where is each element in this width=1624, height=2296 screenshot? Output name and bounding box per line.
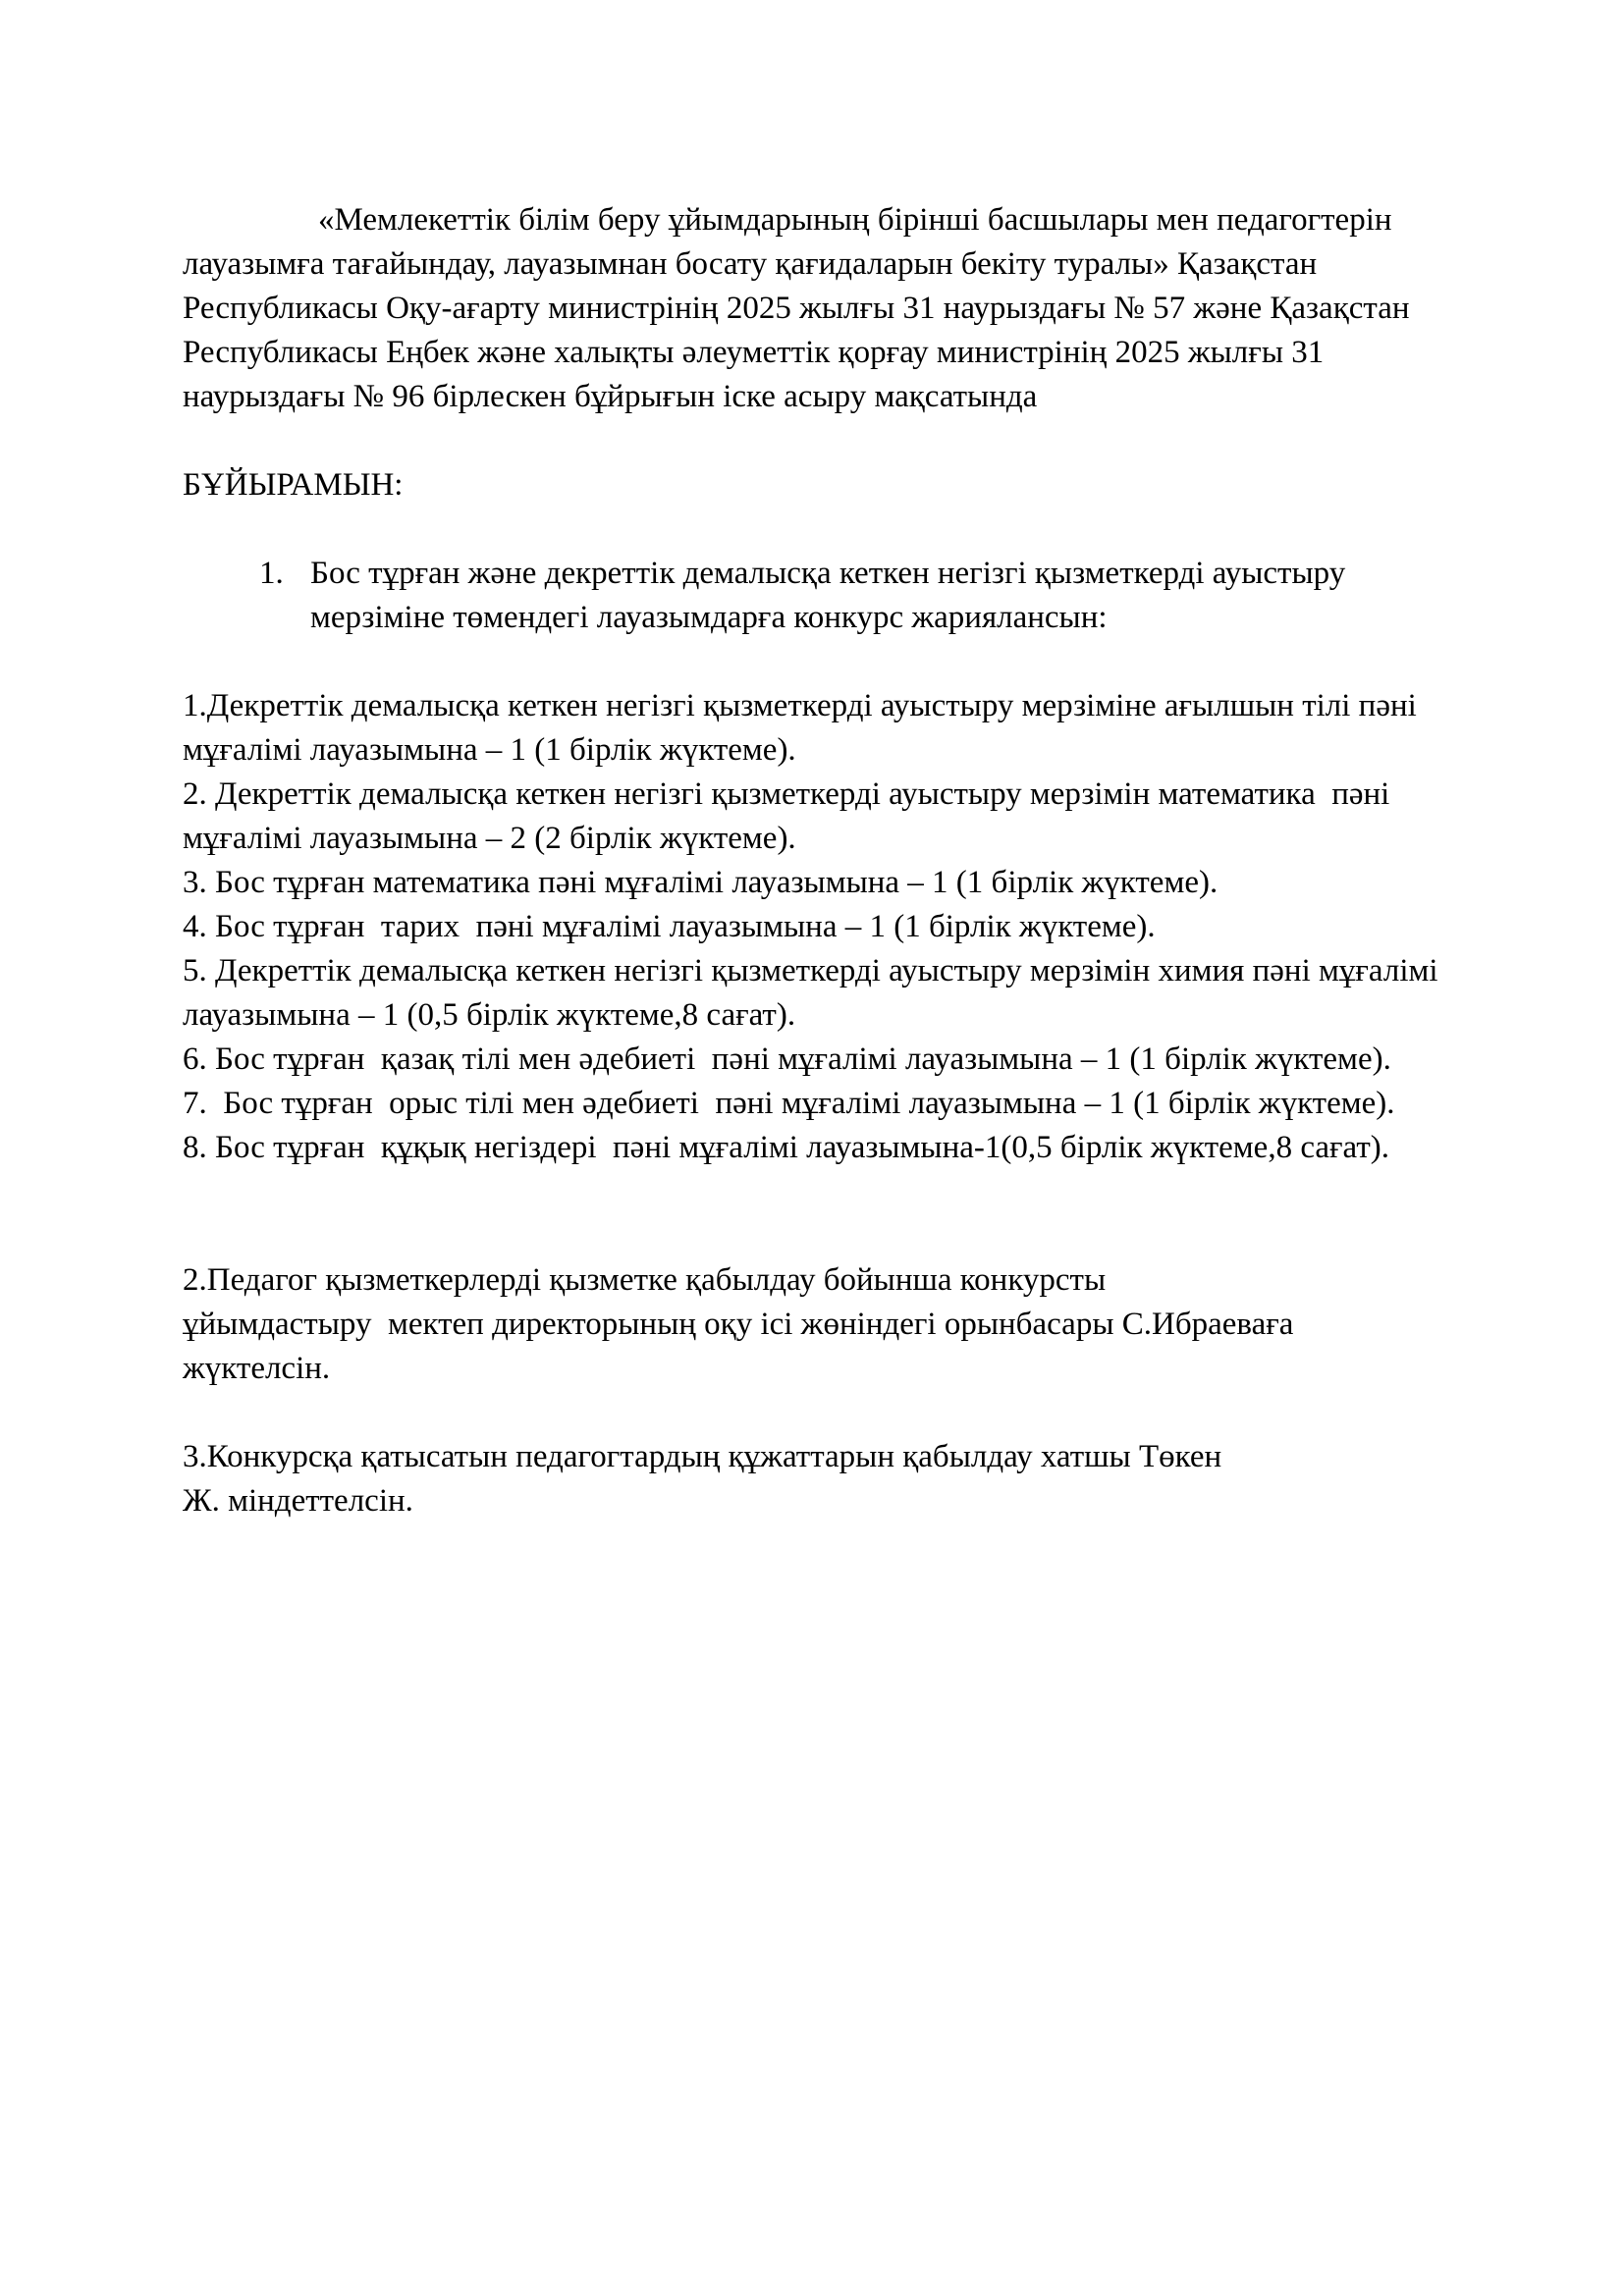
order-item-text: Бос тұрған және декреттік демалысқа кеткен негізгі қызметкерді ауыстыру мерзіміне төмендегі лауазымдарға конкурс жариялансын: xyxy=(310,556,1354,635)
assignment-paragraph: 2.Педагог қызметкерлерді қызметке қабылдау бойынша конкурсты ұйымдастыру мектеп директорының оқу ісі жөніндегі орынбасары С.Ибраеваға жүктелсін. xyxy=(183,1262,1302,1386)
vacancy-list xyxy=(183,684,1453,1170)
order-item-number: 1. xyxy=(259,556,284,591)
vacancy-item-8: 8. Бос тұрған құқық негіздері пәні мұғалімі лауазымына-1(0,5 бірлік жүктеме,8 сағат). xyxy=(183,1130,1390,1165)
order-heading: БҰЙЫРАМЫН: xyxy=(183,467,404,503)
vacancy-item-6: 6. Бос тұрған қазақ тілі мен әдебиеті пәні мұғалімі лауазымына – 1 (1 бірлік жүктеме). xyxy=(183,1041,1391,1077)
intro-paragraph: «Мемлекеттік білім беру ұйымдарының бірінші басшылары мен педагогтерін лауазымға тағайындау, лауазымнан босату қағидаларын бекіту туралы» Қазақстан Республикасы Оқу-ағарту министрінің 2025 жылғы 31 наурыздағы № 57 және Қазақстан Республикасы Еңбек және халықты әлеуметтік қорғау министрінің 2025 жылғы 31 наурыздағы № 96 бірлескен бұйрығын іске асыру мақсатында xyxy=(183,202,1418,414)
vacancy-item-4: 4. Бос тұрған тарих пәні мұғалімі лауазымына – 1 (1 бірлік жүктеме). xyxy=(183,909,1156,944)
vacancy-item-2: 2. Декреттік демалысқа кеткен негізгі қызметкерді ауыстыру мерзімін математика пәні мұғалімі лауазымына – 2 (2 бірлік жүктеме). xyxy=(183,776,1398,856)
document-content xyxy=(183,198,1453,1523)
vacancy-item-5: 5. Декреттік демалысқа кеткен негізгі қызметкерді ауыстыру мерзімін химия пәні мұғалімі лауазымына – 1 (0,5 бірлік жүктеме,8 сағат). xyxy=(183,953,1446,1033)
vacancy-item-3: 3. Бос тұрған математика пәні мұғалімі лауазымына – 1 (1 бірлік жүктеме). xyxy=(183,865,1218,900)
vacancy-item-7: 7. Бос тұрған орыс тілі мен әдебиеті пәні мұғалімі лауазымына – 1 (1 бірлік жүктеме). xyxy=(183,1086,1395,1121)
vacancy-item-1: 1.Декреттік демалысқа кеткен негізгі қызметкерді ауыстыру мерзіміне ағылшын тілі пәні мұғалімі лауазымына – 1 (1 бірлік жүктеме). xyxy=(183,688,1426,768)
order-item xyxy=(183,552,1453,640)
secretary-paragraph: 3.Конкурсқа қатысатын педагогтардың құжаттарын қабылдау хатшы Төкен Ж. міндеттелсін. xyxy=(183,1439,1230,1519)
